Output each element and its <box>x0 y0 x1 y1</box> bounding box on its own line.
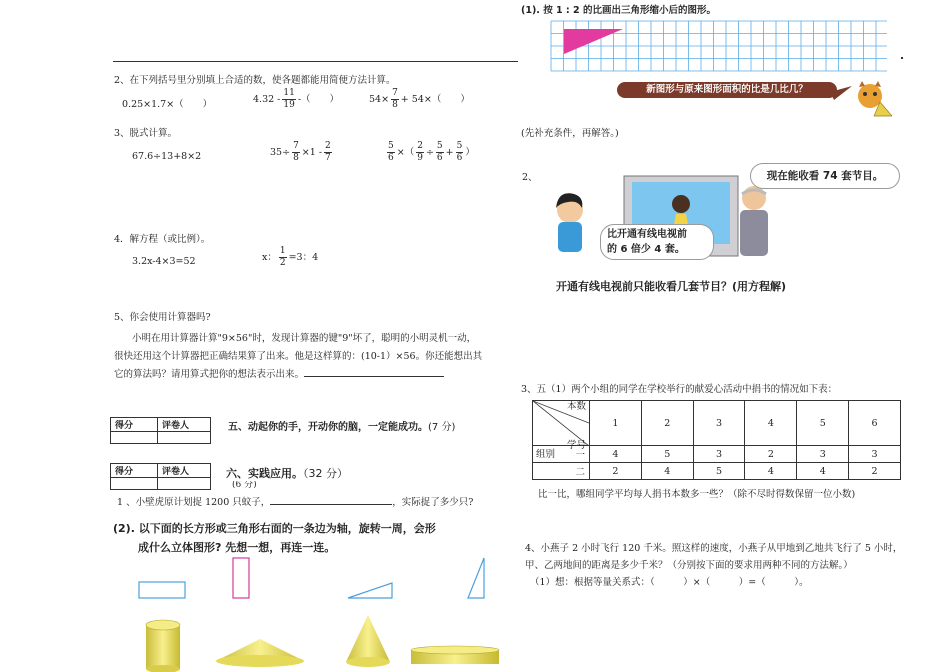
boy-speech-bubble: 比开通有线电视前 的 6 倍少 4 套。 <box>600 224 714 260</box>
sec2-expr-1: 0.25×1.7×（ ） <box>122 99 213 110</box>
header-student-label: 学号 <box>567 440 587 451</box>
solid-flat-cylinder[interactable] <box>411 646 499 664</box>
mosquito-blank[interactable] <box>270 504 392 505</box>
table-cell: 3 <box>849 446 901 463</box>
table-cell: 2 <box>849 463 901 480</box>
sec4-expr-2: x： $\frac{1}{2}$ =3：4 <box>262 246 319 268</box>
header-books-label: 本数 <box>567 401 587 412</box>
swallow-line-1: 4、小燕子 2 小时飞行 120 千米。照这样的速度，小燕子从甲地到乙地共飞行了 5 小时， <box>525 543 903 554</box>
sec5-line-1: 小明在用计算器计算"9×56"时，发现计算器的键"9"坏了，聪明的小明灵机一动， <box>132 333 477 344</box>
tv-question-text: 开通有线电视前只能收看几套节目？(用方程解) <box>556 280 787 293</box>
grader-field[interactable] <box>158 432 211 444</box>
table-cell: 2 <box>590 463 642 480</box>
student-col-header: 4 <box>745 401 797 446</box>
sec3-expr-2: 35÷ $\frac{7}{8}$ ×1 - $\frac{2}{7}$ <box>270 141 331 163</box>
supplement-note: (先补充条件，再解答。) <box>521 128 619 139</box>
score-label: 得分 <box>111 418 158 432</box>
flat-rectangle-tall[interactable] <box>233 558 249 598</box>
section-five-heading: 五、动起你的手，开动你的脑，一定能成功。(7 分) <box>228 422 456 433</box>
swallow-line-2: 甲、乙两地间的距离是多少千米？（分别按下面的要求用两种不同的方法解。） <box>525 560 853 571</box>
score-box-six <box>110 463 211 490</box>
sec2-title: 2、在下列括号里分别填上合适的数，使各题都能用简便方法计算。 <box>114 75 396 86</box>
table-cell: 4 <box>797 463 849 480</box>
student-col-header: 1 <box>590 401 642 446</box>
table-row <box>533 463 901 480</box>
student-col-header: 5 <box>797 401 849 446</box>
flat-triangle-wide[interactable] <box>348 583 392 598</box>
solid-cylinder[interactable] <box>146 620 180 672</box>
score-label: 得分 <box>111 464 158 478</box>
boy-icon <box>556 193 583 252</box>
solid-shapes <box>130 612 510 672</box>
rotate-question-line-1: (2). 以下面的长方形或三角形右面的一条边为轴，旋转一周，会形 <box>113 522 436 535</box>
student-col-header: 3 <box>693 401 745 446</box>
table-cell: 4 <box>590 446 642 463</box>
solid-flat-cone[interactable] <box>216 639 304 667</box>
grid-question: (1). 按 1 : 2 的比画出三角形缩小后的图形。 <box>521 5 716 16</box>
flat-shapes <box>130 555 500 605</box>
score-field[interactable] <box>111 478 158 490</box>
flat-rectangle-wide[interactable] <box>139 582 185 598</box>
sec2-expr-3: 54× $\frac{7}{8}$ + 54×（ ） <box>369 88 470 110</box>
swallow-line-3: （1）想：根据等量关系式：（ ）×（ ）=（ ）。 <box>530 577 809 588</box>
sec5-line-3: 它的算法吗？请用算式把你的想法表示出来。 <box>114 366 444 380</box>
group-label: 二 <box>533 463 590 480</box>
rotate-question-line-2: 成什么立体图形? 先想一想，再连一连。 <box>138 541 336 554</box>
right-dot <box>901 57 903 59</box>
sec2-expr-2: 4.32 - $\frac{11}{19}$ -（ ） <box>253 88 340 110</box>
sec3-expr-1: 67.6÷13+8×2 <box>132 151 202 162</box>
flat-triangle-tall[interactable] <box>468 558 484 598</box>
sec5-line-2: 很快还用这个计算器把正确结果算了出来。他是这样算的：(10-1）×56。你还能想出其 <box>114 351 483 362</box>
sec3-title: 3、脱式计算。 <box>114 128 178 139</box>
teacher-cat-icon <box>850 80 892 118</box>
score-box-five <box>110 417 211 444</box>
square-grid <box>547 18 887 75</box>
score-field[interactable] <box>111 432 158 444</box>
area-ratio-bubble: 新图形与原来图形面积的比是几比几？ <box>617 82 837 98</box>
mosquito-question: 1 、小壁虎原计划捉 1200 只蚊子， ，实际捉了多少只? <box>117 497 474 508</box>
top-rule <box>113 61 518 62</box>
grader-label: 评卷人 <box>158 418 211 432</box>
grader-field[interactable] <box>158 478 211 490</box>
sec5-title: 5、你会使用计算器吗? <box>114 312 211 323</box>
tv-question-number: 2、 <box>522 172 538 183</box>
section-six-heading: 六、实践应用。（32 分） <box>226 467 348 480</box>
elder-speech-bubble: 现在能收看 74 套节目。 <box>750 163 900 189</box>
books-intro: 3、五（1）两个小组的同学在学校举行的献爱心活动中捐书的情况如下表： <box>521 384 838 395</box>
student-col-header: 2 <box>641 401 693 446</box>
table-cell: 2 <box>745 446 797 463</box>
sec3-expr-3: $\frac{5}{6}$ ×（ $\frac{2}{9}$ ÷ $\frac{5}{6}$ + $\frac{5}{6}$ ） <box>388 141 475 163</box>
table-cell: 4 <box>641 463 693 480</box>
pink-triangle <box>564 29 623 54</box>
table-cell: 5 <box>641 446 693 463</box>
sec4-expr-1: 3.2x-4×3=52 <box>132 256 196 267</box>
sec4-title: 4．解方程（或比例）。 <box>114 234 211 245</box>
table-cell: 3 <box>797 446 849 463</box>
grandfather-icon <box>740 186 768 256</box>
group-label: 一 <box>533 446 590 463</box>
table-cell: 5 <box>693 463 745 480</box>
section-six-cut-points: (6 分) <box>232 481 257 488</box>
solid-tall-cone[interactable] <box>346 615 390 667</box>
grader-label: 评卷人 <box>158 464 211 478</box>
books-table <box>532 400 901 480</box>
table-row <box>533 446 901 463</box>
header-group-label: 组别 <box>536 449 556 460</box>
student-col-header: 6 <box>849 401 901 446</box>
table-cell: 3 <box>693 446 745 463</box>
books-compare-question: 比一比，哪组同学平均每人捐书本数多一些？（除不尽时得数保留一位小数) <box>538 489 856 500</box>
table-cell: 4 <box>745 463 797 480</box>
